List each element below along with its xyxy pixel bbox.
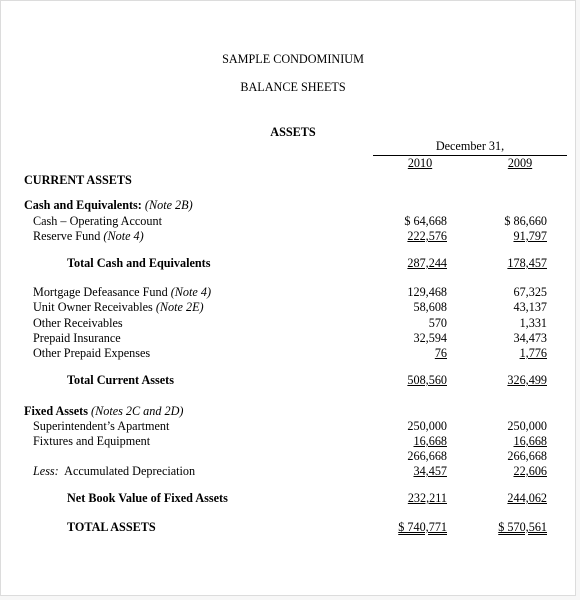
net-book-value-label: Net Book Value of Fixed Assets — [67, 491, 228, 505]
depreciation-2009: 22,606 — [513, 464, 547, 478]
apartment-2009: 250,000 — [507, 419, 547, 433]
fixtures-2010: 16,668 — [413, 434, 447, 448]
total-cash-label: Total Cash and Equivalents — [67, 256, 211, 270]
prepaid-insurance-label: Prepaid Insurance — [33, 331, 121, 345]
reserve-fund-label: Reserve Fund — [33, 229, 101, 243]
cash-equivalents-label: Cash and Equivalents: — [24, 198, 142, 212]
less-label: Less: — [33, 464, 59, 478]
total-current-assets-label: Total Current Assets — [67, 373, 174, 387]
other-prepaid-2010: 76 — [434, 346, 447, 360]
total-cash-2009: 178,457 — [507, 256, 547, 270]
fixed-assets-note: (Notes 2C and 2D) — [91, 404, 184, 418]
operating-account-2010: $ 64,668 — [404, 214, 447, 228]
reserve-fund-note: (Note 4) — [103, 229, 144, 243]
document-title: BALANCE SHEETS — [240, 80, 346, 94]
other-receivables-2009: 1,331 — [519, 316, 547, 330]
year-2010-header: 2010 — [407, 156, 433, 170]
other-prepaid-2009: 1,776 — [519, 346, 547, 360]
prepaid-insurance-2009: 34,473 — [513, 331, 547, 345]
reserve-fund-2010: 222,576 — [407, 229, 447, 243]
mortgage-fund-note: (Note 4) — [170, 285, 212, 299]
date-heading: December 31, — [435, 139, 505, 153]
net-book-value-2009: 244,062 — [507, 491, 547, 505]
fixed-subtotal-2009: 266,668 — [507, 449, 547, 463]
mortgage-fund-2009: 67,325 — [513, 285, 547, 299]
cash-equivalents-heading — [24, 198, 193, 212]
total-current-assets-2010: 508,560 — [407, 373, 447, 387]
total-cash-2010: 287,244 — [407, 256, 447, 270]
mortgage-fund-label: Mortgage Defeasance Fund — [33, 285, 168, 299]
operating-account-label: Cash – Operating Account — [33, 214, 162, 228]
fixed-subtotal-2010: 266,668 — [407, 449, 447, 463]
other-receivables-2010: 570 — [428, 316, 447, 330]
reserve-fund-row-label — [33, 229, 144, 243]
depreciation-row-label — [33, 464, 195, 478]
apartment-2010: 250,000 — [407, 419, 447, 433]
prepaid-insurance-2010: 32,594 — [413, 331, 447, 345]
fixtures-2009: 16,668 — [513, 434, 547, 448]
owner-receivables-row-label — [33, 300, 204, 314]
fixed-assets-label: Fixed Assets — [24, 404, 88, 418]
fixtures-label: Fixtures and Equipment — [33, 434, 151, 448]
owner-receivables-note: (Note 2E) — [155, 300, 204, 314]
mortgage-fund-2010: 129,468 — [407, 285, 447, 299]
reserve-fund-2009: 91,797 — [513, 229, 547, 243]
depreciation-label: Accumulated Depreciation — [64, 464, 196, 478]
cash-equivalents-note: (Note 2B) — [144, 198, 193, 212]
total-assets-2009: $ 570,561 — [498, 520, 547, 534]
owner-receivables-2010: 58,608 — [413, 300, 447, 314]
company-name: SAMPLE CONDOMINIUM — [222, 52, 364, 66]
net-book-value-2010: 232,211 — [407, 491, 447, 505]
other-receivables-label: Other Receivables — [33, 316, 123, 330]
section-title: ASSETS — [270, 125, 316, 139]
owner-receivables-2009: 43,137 — [513, 300, 547, 314]
depreciation-2010: 34,457 — [413, 464, 447, 478]
total-current-assets-2009: 326,499 — [507, 373, 547, 387]
total-assets-2010: $ 740,771 — [398, 520, 447, 534]
fixed-assets-heading — [24, 404, 183, 418]
apartment-label: Superintendent’s Apartment — [33, 419, 170, 433]
mortgage-fund-row-label — [33, 285, 211, 299]
owner-receivables-label: Unit Owner Receivables — [33, 300, 153, 314]
year-2009-header: 2009 — [507, 156, 533, 170]
other-prepaid-label: Other Prepaid Expenses — [33, 346, 151, 360]
current-assets-heading: CURRENT ASSETS — [24, 173, 132, 187]
total-assets-label: TOTAL ASSETS — [67, 520, 156, 534]
operating-account-2009: $ 86,660 — [504, 214, 547, 228]
